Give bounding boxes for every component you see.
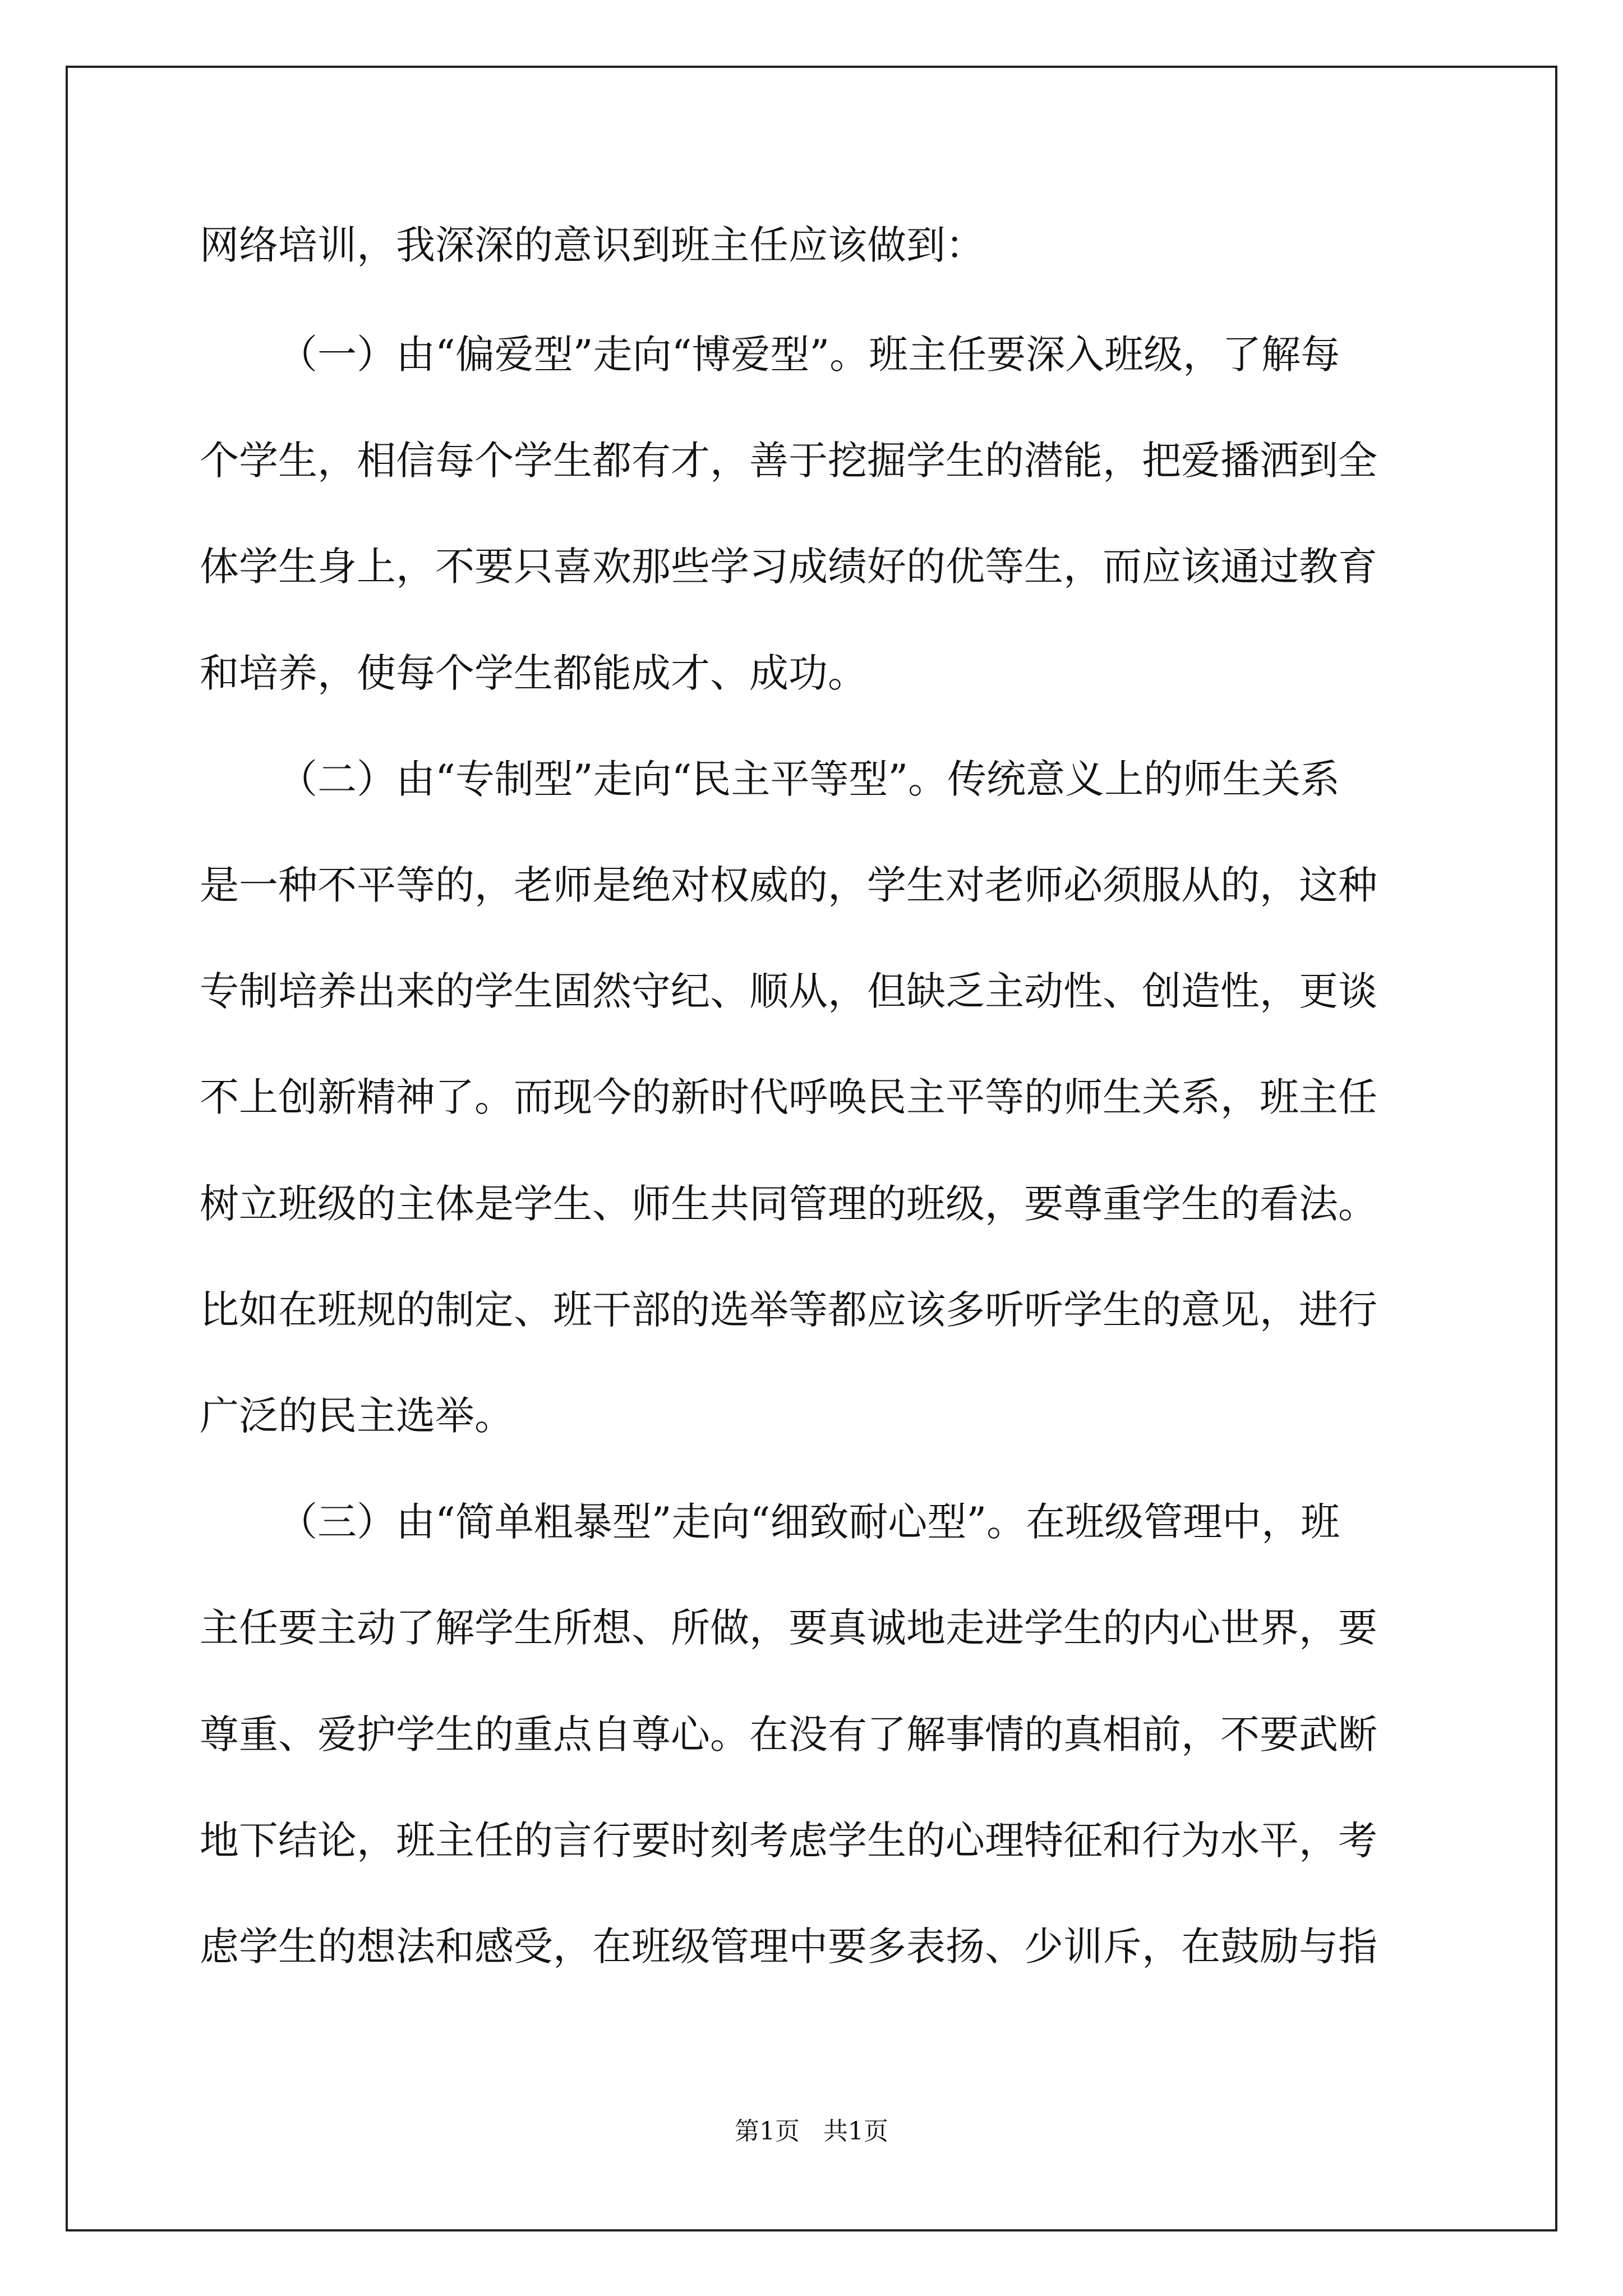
paragraph-line: 个学生，相信每个学生都有才，善于挖掘学生的潜能，把爱播洒到全	[200, 438, 1377, 484]
paragraph-line: 虑学生的想法和感受，在班级管理中要多表扬、少训斥，在鼓励与指	[200, 1924, 1377, 1970]
paragraph-line: 比如在班规的制定、班干部的选举等都应该多听听学生的意见，进行	[200, 1287, 1377, 1333]
paragraph-line: 网络培训，我深深的意识到班主任应该做到：	[200, 222, 985, 268]
paragraph-line: （二）由“专制型”走向“民主平等型”。传统意义上的师生关系	[278, 756, 1340, 802]
paragraph-line: 树立班级的主体是学生、师生共同管理的班级，要尊重学生的看法。	[200, 1181, 1377, 1227]
paragraph-line: 体学生身上，不要只喜欢那些学习成绩好的优等生，而应该通过教育	[200, 544, 1377, 590]
paragraph-line: 不上创新精神了。而现今的新时代呼唤民主平等的师生关系，班主任	[200, 1074, 1377, 1120]
paragraph-line: 地下结论，班主任的言行要时刻考虑学生的心理特征和行为水平，考	[200, 1818, 1377, 1864]
paragraph-line: （一）由“偏爱型”走向“博爱型”。班主任要深入班级，了解每	[278, 332, 1340, 378]
paragraph-line: 是一种不平等的，老师是绝对权威的，学生对老师必须服从的，这种	[200, 862, 1377, 908]
paragraph-line: 和培养，使每个学生都能成才、成功。	[200, 650, 867, 696]
page-footer: 第1页 共1页	[735, 2117, 888, 2146]
paragraph-line: 专制培养出来的学生固然守纪、顺从，但缺乏主动性、创造性，更谈	[200, 968, 1377, 1014]
paragraph-line: 主任要主动了解学生所想、所做，要真诚地走进学生的内心世界，要	[200, 1605, 1377, 1651]
paragraph-line: 广泛的民主选举。	[200, 1393, 514, 1439]
paragraph-line: 尊重、爱护学生的重点自尊心。在没有了解事情的真相前，不要武断	[200, 1711, 1377, 1757]
page-border	[66, 66, 1557, 2231]
paragraph-line: （三）由“简单粗暴型”走向“细致耐心型”。在班级管理中，班	[278, 1499, 1340, 1545]
